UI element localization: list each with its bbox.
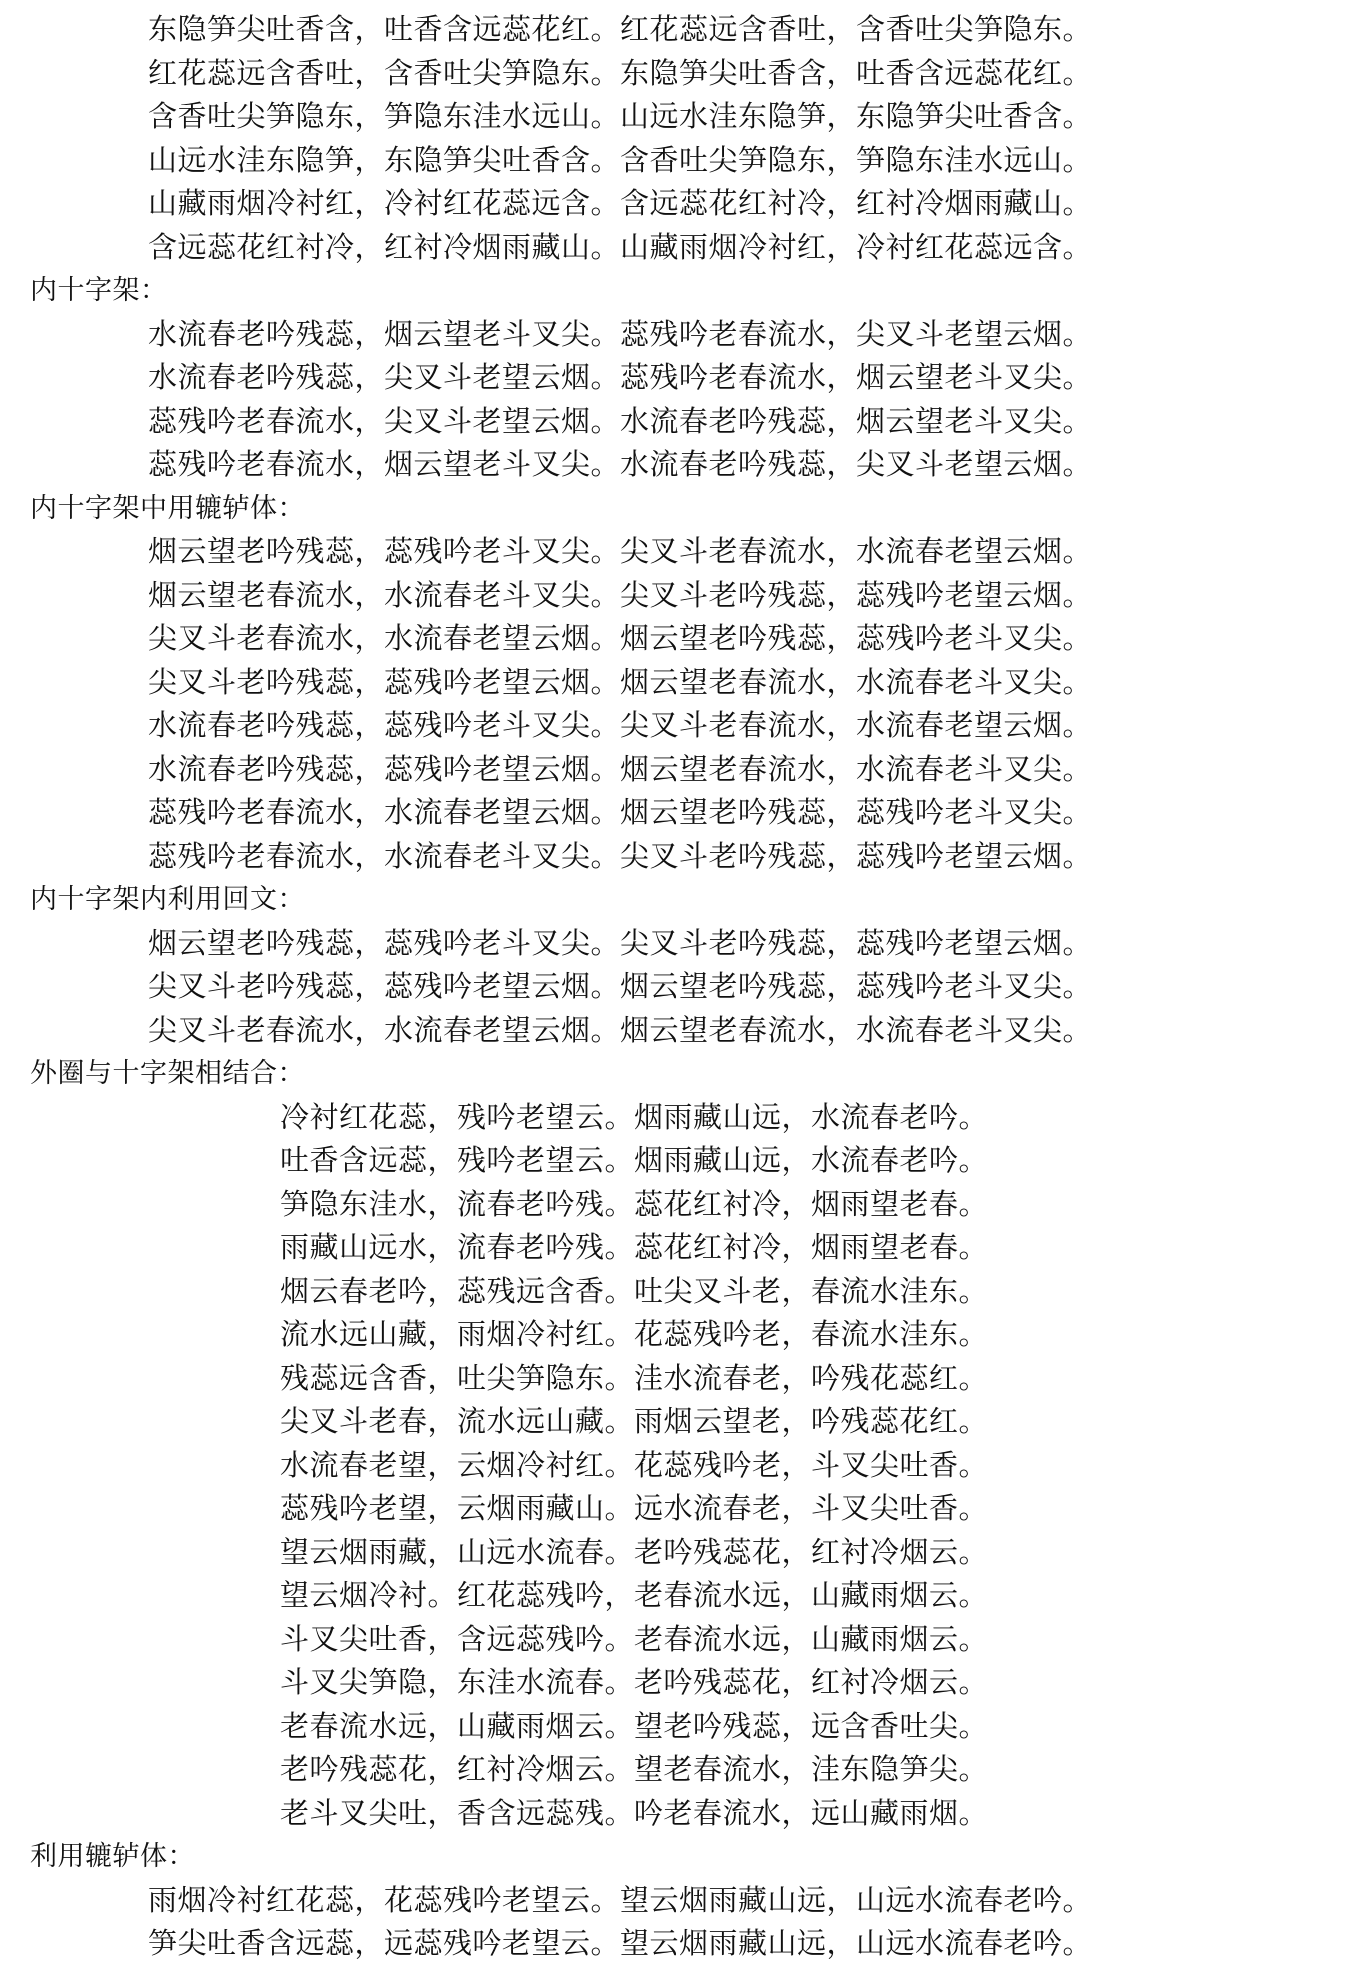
verse-line: 尖叉斗老春流水，水流春老望云烟。烟云望老吟残蕊，蕊残吟老斗叉尖。 xyxy=(148,621,1093,655)
verse-line: 笋尖吐香含远蕊，远蕊残吟老望云。望云烟雨藏山远，山远水流春老吟。 xyxy=(148,1926,1093,1960)
verse-line: 水流春老吟残蕊，尖叉斗老望云烟。蕊残吟老春流水，烟云望老斗叉尖。 xyxy=(148,360,1093,394)
verse-line: 红花蕊远含香吐，含香吐尖笋隐东。东隐笋尖吐香含，吐香含远蕊花红。 xyxy=(148,55,1093,90)
verse-line: 烟云望老吟残蕊，蕊残吟老斗叉尖。尖叉斗老春流水，水流春老望云烟。 xyxy=(148,534,1093,568)
verse-line: 流水远山藏，雨烟冷衬红。花蕊残吟老，春流水洼东。 xyxy=(280,1317,989,1351)
verse-line: 吐香含远蕊，残吟老望云。烟雨藏山远，水流春老吟。 xyxy=(280,1143,989,1177)
section-heading: 内十字架中用辘轳体： xyxy=(30,492,305,524)
verse-line: 蕊残吟老春流水，水流春老斗叉尖。尖叉斗老吟残蕊，蕊残吟老望云烟。 xyxy=(148,838,1093,873)
verse-line: 蕊残吟老春流水，尖叉斗老望云烟。水流春老吟残蕊，烟云望老斗叉尖。 xyxy=(148,403,1093,438)
poem-section xyxy=(0,269,1347,487)
verse-line: 蕊残吟老春流水，烟云望老斗叉尖。水流春老吟残蕊，尖叉斗老望云烟。 xyxy=(148,447,1093,481)
poem-section xyxy=(0,8,1347,269)
verse-line: 老春流水远，山藏雨烟云。望老吟残蕊，远含香吐尖。 xyxy=(280,1708,989,1743)
poem-section xyxy=(0,1835,1347,1966)
verse-line: 尖叉斗老春流水，水流春老望云烟。烟云望老春流水，水流春老斗叉尖。 xyxy=(148,1012,1093,1047)
verse-line: 老吟残蕊花，红衬冷烟云。望老春流水，洼东隐笋尖。 xyxy=(280,1752,989,1786)
verse-line: 含远蕊花红衬冷，红衬冷烟雨藏山。山藏雨烟冷衬红，冷衬红花蕊远含。 xyxy=(148,229,1093,264)
section-heading: 外圈与十字架相结合： xyxy=(30,1058,305,1089)
verse-line: 望云烟冷衬。红花蕊残吟，老春流水远，山藏雨烟云。 xyxy=(280,1578,989,1612)
verse-line: 斗叉尖吐香，含远蕊残吟。老春流水远，山藏雨烟云。 xyxy=(280,1621,989,1656)
verse-line: 水流春老吟残蕊，蕊残吟老斗叉尖。尖叉斗老春流水，水流春老望云烟。 xyxy=(148,708,1093,742)
poem-section xyxy=(0,487,1347,879)
verse-line: 蕊残吟老春流水，水流春老望云烟。烟云望老吟残蕊，蕊残吟老斗叉尖。 xyxy=(148,795,1093,829)
verse-line: 烟云望老春流水，水流春老斗叉尖。尖叉斗老吟残蕊，蕊残吟老望云烟。 xyxy=(148,577,1093,612)
verse-line: 雨藏山远水，流春老吟残。蕊花红衬冷，烟雨望老春。 xyxy=(280,1230,989,1264)
verse-line: 笋隐东洼水，流春老吟残。蕊花红衬冷，烟雨望老春。 xyxy=(280,1186,989,1221)
verse-line: 斗叉尖笋隐，东洼水流春。老吟残蕊花，红衬冷烟云。 xyxy=(280,1665,989,1699)
verse-line: 烟云春老吟，蕊残远含香。吐尖叉斗老，春流水洼东。 xyxy=(280,1273,989,1308)
verse-line: 山藏雨烟冷衬红，冷衬红花蕊远含。含远蕊花红衬冷，红衬冷烟雨藏山。 xyxy=(148,186,1093,220)
verse-line: 烟云望老吟残蕊，蕊残吟老斗叉尖。尖叉斗老吟残蕊，蕊残吟老望云烟。 xyxy=(148,925,1093,960)
verse-line: 尖叉斗老吟残蕊，蕊残吟老望云烟。烟云望老吟残蕊，蕊残吟老斗叉尖。 xyxy=(148,969,1093,1003)
verse-line: 水流春老望，云烟冷衬红。花蕊残吟老，斗叉尖吐香。 xyxy=(280,1447,989,1482)
verse-line: 尖叉斗老吟残蕊，蕊残吟老望云烟。烟云望老春流水，水流春老斗叉尖。 xyxy=(148,664,1093,699)
section-heading: 内十字架内利用回文： xyxy=(30,884,305,915)
section-heading: 利用辘轳体： xyxy=(30,1841,195,1872)
verse-line: 尖叉斗老春，流水远山藏。雨烟云望老，吟残蕊花红。 xyxy=(280,1404,989,1438)
verse-line: 含香吐尖笋隐东，笋隐东洼水远山。山远水洼东隐笋，东隐笋尖吐香含。 xyxy=(148,99,1093,133)
section-heading: 内十字架： xyxy=(30,275,168,306)
verse-line: 水流春老吟残蕊，烟云望老斗叉尖。蕊残吟老春流水，尖叉斗老望云烟。 xyxy=(148,316,1093,351)
verse-line: 水流春老吟残蕊，蕊残吟老望云烟。烟云望老春流水，水流春老斗叉尖。 xyxy=(148,751,1093,786)
poem-section xyxy=(0,1052,1347,1835)
document-page xyxy=(0,8,1347,1966)
verse-line: 残蕊远含香，吐尖笋隐东。洼水流春老，吟残花蕊红。 xyxy=(280,1360,989,1395)
verse-line: 雨烟冷衬红花蕊，花蕊残吟老望云。望云烟雨藏山远，山远水流春老吟。 xyxy=(148,1882,1093,1917)
verse-line: 东隐笋尖吐香含，吐香含远蕊花红。红花蕊远含香吐，含香吐尖笋隐东。 xyxy=(148,12,1093,46)
verse-line: 山远水洼东隐笋，东隐笋尖吐香含。含香吐尖笋隐东，笋隐东洼水远山。 xyxy=(148,142,1093,177)
verse-line: 老斗叉尖吐，香含远蕊残。吟老春流水，远山藏雨烟。 xyxy=(280,1795,989,1830)
verse-line: 蕊残吟老望，云烟雨藏山。远水流春老，斗叉尖吐香。 xyxy=(280,1491,989,1525)
verse-line: 望云烟雨藏，山远水流春。老吟残蕊花，红衬冷烟云。 xyxy=(280,1534,989,1569)
verse-line: 冷衬红花蕊，残吟老望云。烟雨藏山远，水流春老吟。 xyxy=(280,1099,989,1134)
poem-section xyxy=(0,878,1347,1052)
